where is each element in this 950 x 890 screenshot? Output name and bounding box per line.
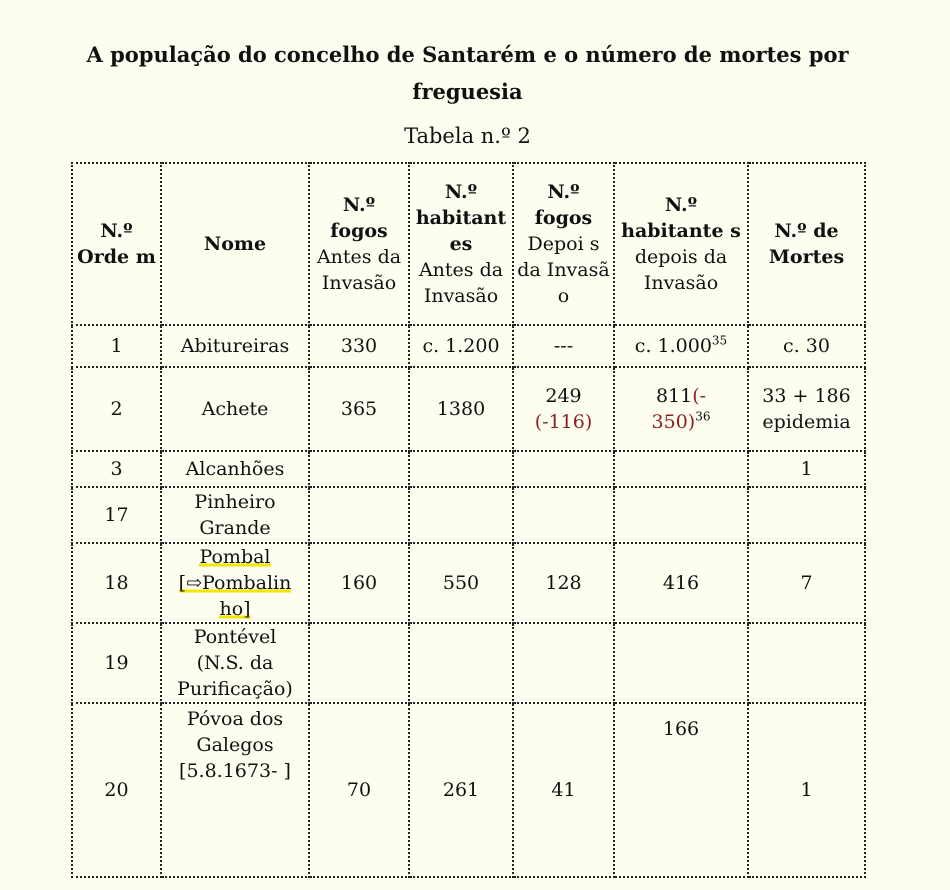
cell-fogos-antes [309,623,409,703]
table-row [72,367,865,451]
header-fogos-antes: N.º fogos Antes da Invasão [309,163,409,325]
cell-fogos-depois [513,451,614,487]
cell-fogos-antes: 160 [309,543,409,623]
table-caption: Tabela n.º 2 [404,124,531,148]
footnote-ref: 35 [711,333,728,348]
diff-value: (- [692,385,707,407]
cell-fogos-depois: --- [513,325,614,367]
cell-fogos-antes: 330 [309,325,409,367]
cell-fogos-antes [309,451,409,487]
cell-fogos-depois [513,487,614,543]
cell-habitantes-antes: c. 1.200 [409,325,513,367]
cell-mortes [748,623,865,703]
cell-habitantes-antes: 1380 [409,367,513,451]
header-nome: Nome [161,163,309,325]
header-habitantes-antes: N.º habitant es Antes da Invasão [409,163,513,325]
cell-habitantes-depois: 416 [614,543,748,623]
header-habitantes-depois: N.º habitante s depois da Invasão [614,163,748,325]
header-fogos-depois: N.º fogos Depoi s da Invasã o [513,163,614,325]
cell-fogos-depois: 249 (-116) [513,367,614,451]
cell-habitantes-depois [614,451,748,487]
table-row [72,487,865,543]
cell-habitantes-antes [409,623,513,703]
highlighted-text: ho] [219,598,251,620]
cell-mortes: 7 [748,543,865,623]
cell-fogos-depois: 41 [513,703,614,877]
cell-nome: Póvoa dos Galegos [5.8.1673- ] [161,703,309,877]
cell-ordem: 18 [72,543,161,623]
cell-nome: Achete [161,367,309,451]
cell-mortes: 1 [748,703,865,877]
header-mortes: N.º de Mortes [748,163,865,325]
cell-ordem: 3 [72,451,161,487]
title-line-2: freguesia [412,79,523,104]
cell-nome: Abitureiras [161,325,309,367]
page-title [0,36,935,110]
cell-nome: Pontével (N.S. da Purificação) [161,623,309,703]
table-row [72,325,865,367]
cell-habitantes-antes: 550 [409,543,513,623]
diff-value: 350) [651,411,696,433]
cell-mortes: 33 + 186 epidemia [748,367,865,451]
cell-mortes [748,487,865,543]
table-row [72,703,865,877]
table-row [72,623,865,703]
cell-habitantes-antes [409,451,513,487]
cell-fogos-depois [513,623,614,703]
highlighted-text: Pombal [199,546,271,568]
header-row [72,163,865,325]
cell-nome: Pinheiro Grande [161,487,309,543]
highlighted-text: [⇨Pombalin [178,572,292,594]
title-line-1: A população do concelho de Santarém e o número de mortes por [86,42,849,67]
cell-ordem: 2 [72,367,161,451]
cell-habitantes-depois: 166 [614,703,748,877]
cell-fogos-depois: 128 [513,543,614,623]
footnote-ref: 36 [695,409,711,424]
cell-nome: Alcanhões [161,451,309,487]
cell-habitantes-depois: c. 1.000$^{35}$ [614,325,748,367]
cell-habitantes-antes: 261 [409,703,513,877]
cell-ordem: 17 [72,487,161,543]
cell-habitantes-depois: 811(- 350)$^{36}$ [614,367,748,451]
cell-ordem: 1 [72,325,161,367]
cell-fogos-antes: 365 [309,367,409,451]
cell-nome [161,543,309,623]
cell-mortes: c. 30 [748,325,865,367]
table-container [71,162,871,801]
cell-habitantes-antes [409,487,513,543]
cell-fogos-antes: 70 [309,703,409,877]
header-ordem: N.º Orde m [72,163,161,325]
cell-ordem: 19 [72,623,161,703]
cell-mortes: 1 [748,451,865,487]
diff-value: (-116) [534,411,593,433]
population-table [71,162,866,878]
cell-fogos-antes [309,487,409,543]
table-row [72,451,865,487]
cell-habitantes-depois [614,487,748,543]
table-row [72,543,865,623]
cell-habitantes-depois [614,623,748,703]
cell-ordem: 20 [72,703,161,877]
